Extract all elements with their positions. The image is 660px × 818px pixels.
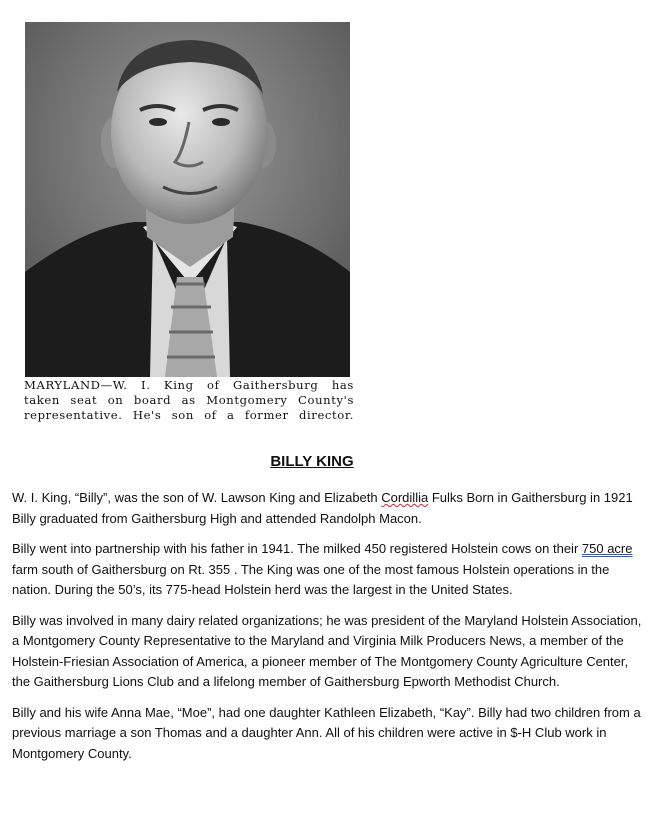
portrait-photo	[25, 22, 350, 377]
caption-line: taken seat on board as Montgomery County's	[24, 393, 354, 407]
caption-line: representative. He's son of a former director.	[24, 408, 354, 422]
spelling-flagged-word: Cordillia	[381, 490, 429, 505]
paragraph-text: Fulks Born in Gaithersburg in 1921 Billy graduated from Gaithersburg High and attended Randolph Macon.	[12, 490, 633, 526]
portrait-image	[25, 22, 350, 377]
paragraph-text: W. I. King, “Billy”, was the son of W. Lawson King and Elizabeth	[12, 490, 382, 505]
paragraph-text: farm south of Gaithersburg on Rt. 355 . The King was one of the most famous Holstein operations in the nation. During the 50’s, its 775-head Holstein herd was the largest in the United States.	[12, 561, 610, 597]
paragraph-text: Billy went into partnership with his father in 1941. The milked 450 registered Holstein cows on their	[12, 541, 582, 556]
photo-caption	[24, 378, 354, 423]
article-title: BILLY KING	[270, 453, 354, 470]
paragraph-4: Billy and his wife Anna Mae, “Moe”, had one daughter Kathleen Elizabeth, “Kay”. Billy had two children from a previous marriage a son Thomas and a daughter Ann. All of his children were active in $-H Club work in Montgomery County.	[12, 704, 641, 761]
caption-line: MARYLAND—W. I. King of Gaithersburg has	[24, 378, 354, 392]
grammar-flagged-phrase: 750 acre	[581, 541, 633, 556]
paragraph-3: Billy was involved in many dairy related organizations; he was president of the Maryland Holstein Association, a Montgomery County Representative to the Maryland and Virginia Milk Producers News, a member of the Holstein-Friesian Association of America, a pioneer member of The Montgomery County Agriculture Center, the Gaithersburg Lions Club and a lifelong member of Gaithersburg Epworth Methodist Church.	[12, 612, 642, 689]
paragraph-1	[12, 488, 642, 529]
article-body	[12, 488, 642, 774]
portrait-figure	[18, 14, 360, 429]
paragraph-2	[12, 539, 642, 601]
